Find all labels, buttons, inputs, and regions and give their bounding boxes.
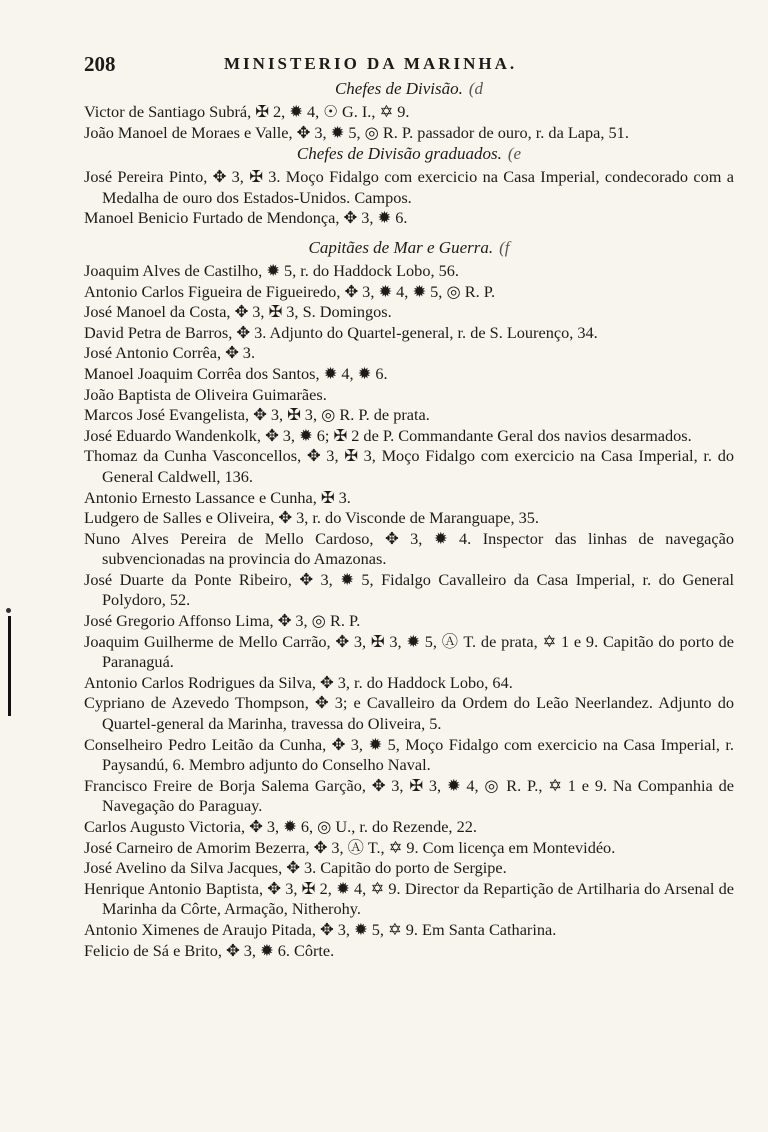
section-title-text: Chefes de Divisão graduados. [296,144,502,164]
list-item: João Manoel de Moraes e Valle, ✥ 3, ✹ 5, ◎ R. P. passador de ouro, r. da Lapa, 51. [84,122,629,142]
list-item: Manoel Joaquim Corrêa dos Santos, ✹ 4, ✹ 6. [84,363,388,383]
list-item: José Gregorio Affonso Lima, ✥ 3, ◎ R. P. [84,611,361,631]
page-header [84,52,734,78]
list-item: David Petra de Barros, ✥ 3. Adjunto do Quartel-general, r. de S. Lourenço, 34. [84,322,598,342]
list-item: Marcos José Evangelista, ✥ 3, ✠ 3, ◎ R. P. de prata. [84,405,430,425]
section-title [84,78,734,100]
list-item: Antonio Ximenes de Araujo Pitada, ✥ 3, ✹ 5, ✡ 9. Em Santa Catharina. [84,919,557,939]
section-title-text: Chefes de Divisão. [334,79,463,98]
list-item: Conselheiro Pedro Leitão da Cunha, ✥ 3, ✹ 5, Moço Fidalgo com exercicio na Casa Imperial, r. Paysandú, 6. Membro adjunto do Conselho Naval. [84,734,734,775]
list-item: Nuno Alves Pereira de Mello Cardoso, ✥ 3, ✹ 4. Inspector das linhas de navegação subvencionadas na provincia do Amazonas. [84,528,734,569]
list-item: José Avelino da Silva Jacques, ✥ 3. Capitão do porto de Sergipe. [84,858,507,878]
list-item: José Antonio Corrêa, ✥ 3. [84,343,256,363]
list-item: José Pereira Pinto, ✥ 3, ✠ 3. Moço Fidalgo com exercicio na Casa Imperial, condecorado com a Medalha de ouro dos Estados-Unidos. Campos. [84,167,734,207]
section-mark: (d [468,79,484,98]
list-item: Felicio de Sá e Brito, ✥ 3, ✹ 6. Côrte. [84,940,335,960]
list-item: Antonio Carlos Figueira de Figueiredo, ✥ 3, ✹ 4, ✹ 5, ◎ R. P. [84,281,496,301]
list-item: Cypriano de Azevedo Thompson, ✥ 3; e Cavalleiro da Ordem do Leão Neerlandez. Adjunto do Quartel-general da Marinha, travessa do Oliveira, 5. [84,693,734,734]
section-title-text: Capitães de Mar e Guerra. [308,237,494,257]
list-item: Henrique Antonio Baptista, ✥ 3, ✠ 2, ✹ 4, ✡ 9. Director da Repartição de Artilharia do Arsenal de Marinha da Côrte, Armação, Nitherohy. [84,878,734,919]
list-item: Carlos Augusto Victoria, ✥ 3, ✹ 6, ◎ U., r. do Rezende, 22. [84,817,477,836]
margin-dot [6,608,11,613]
list-item: João Baptista de Oliveira Guimarães. [84,384,327,404]
list-item: Victor de Santiago Subrá, ✠ 2, ✹ 4, ☉ G. I., ✡ 9. [84,102,410,121]
list-item: Manoel Benicio Furtado de Mendonça, ✥ 3, ✹ 6. [84,208,408,228]
list-item: José Duarte da Ponte Ribeiro, ✥ 3, ✹ 5, Fidalgo Cavalleiro da Casa Imperial, r. do General Polydoro, 52. [84,569,734,610]
list-item: Joaquim Alves de Castilho, ✹ 5, r. do Haddock Lobo, 56. [84,260,459,280]
section-title [84,237,734,259]
section-title [84,143,734,165]
section-mark: (f [499,237,510,257]
list-item: José Eduardo Wandenkolk, ✥ 3, ✹ 6; ✠ 2 de P. Commandante Geral dos navios desarmados. [84,425,692,445]
list-item: Francisco Freire de Borja Salema Garção, ✥ 3, ✠ 3, ✹ 4, ◎ R. P., ✡ 1 e 9. Na Companhia de Navegação do Paraguay. [84,775,734,816]
page [84,52,734,961]
list-item: Thomaz da Cunha Vasconcellos, ✥ 3, ✠ 3, Moço Fidalgo com exercicio na Casa Imperial, r. do General Caldwell, 136. [84,446,734,486]
list-item: Joaquim Guilherme de Mello Carrão, ✥ 3, ✠ 3, ✹ 5, Ⓐ T. de prata, ✡ 1 e 9. Capitão do porto de Paranaguá. [84,631,734,672]
page-number: 208 [84,52,116,76]
section-capitaes-de-mar-e-guerra [84,237,734,961]
list-item: Ludgero de Salles e Oliveira, ✥ 3, r. do Visconde de Maranguape, 35. [84,508,539,528]
list-item: José Manoel da Costa, ✥ 3, ✠ 3, S. Domingos. [84,302,392,322]
section-chefes-de-divisao-graduados [84,143,734,229]
section-mark: (e [507,144,522,164]
list-item: José Carneiro de Amorim Bezerra, ✥ 3, Ⓐ T., ✡ 9. Com licença em Montevidéo. [84,837,616,857]
running-title: MINISTERIO DA MARINHA. [224,54,518,73]
section-spacer [84,229,734,237]
list-item: Antonio Carlos Rodrigues da Silva, ✥ 3, r. do Haddock Lobo, 64. [84,672,513,692]
list-item: Antonio Ernesto Lassance e Cunha, ✠ 3. [84,487,351,507]
section-chefes-de-divisao [84,78,734,143]
margin-ink-mark [8,616,11,716]
